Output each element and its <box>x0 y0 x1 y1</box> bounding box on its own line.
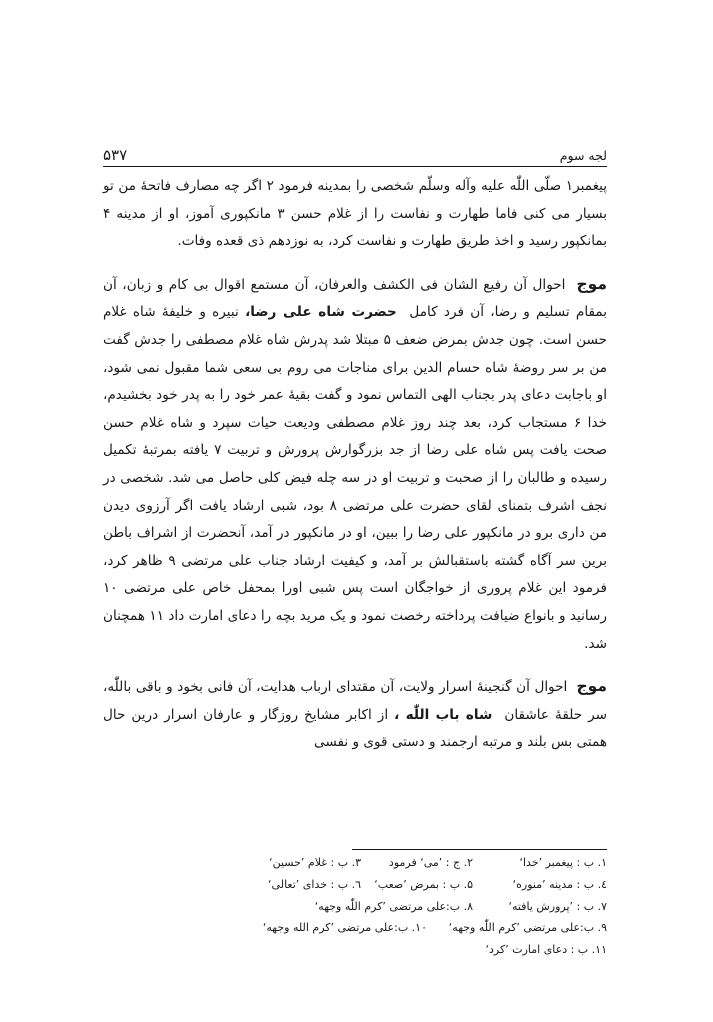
footnote-rule <box>352 849 607 850</box>
footnote-row <box>160 939 607 961</box>
section-heading-mouj: موج <box>576 274 607 293</box>
paragraph-3-text-a: احوال آن گنجینهٔ اسرار ولایت، آن مقتدای ارباب هدایت، آن فانی بخود و باقی باللّٰه، سر حلقهٔ عاشقان <box>103 679 607 723</box>
footnote-9: ۹. ب:علی مرتضی ’کرم اللّٰه وجهه‘ <box>448 921 607 935</box>
name-shah-babullah: شاه باب اللّٰه ، <box>394 706 493 723</box>
paragraph-2 <box>103 271 607 658</box>
footnotes <box>160 852 607 961</box>
footnote-1: ۱. ب : پیغمبر ’خدا‘ <box>519 856 607 869</box>
running-header <box>103 146 607 166</box>
footnote-10: ۱۰. ب:علی مرتضی ’کرم الله وجهه‘ <box>262 921 427 935</box>
section-heading-mouj-2: موج <box>576 677 607 696</box>
footnote-11: ۱۱. ب : دعای امارت ’کرد‘ <box>485 943 607 957</box>
footnote-row <box>160 874 607 896</box>
name-shah-ali-raza: حضرت شاه علی رضا، <box>245 304 397 321</box>
footnote-3: ۳. ب : غلام ’حسین‘ <box>269 856 361 869</box>
page-number: ۵۳۷ <box>103 146 128 164</box>
footnote-row <box>160 852 607 874</box>
footnote-7: ۷. ب : ’پرورش یافته‘ <box>508 899 607 913</box>
footnote-6: ٦. ب : خدای ’تعالی‘ <box>268 877 361 891</box>
paragraph-3-text-b: از اکابر مشایخ روزگار و عارفان اسرار درین حال همتی بس بلند و مرتبه ارجمند و دستی قوی و نفسی <box>103 706 607 751</box>
paragraph-2-text-b: نبیره و خلیفهٔ شاه غلام حسن است. چون جدش بمرض ضعف ۵ مبتلا شد پدرش شاه غلام مصطفی را جدش گفت من بر سر روضهٔ شاه حسام الدین برای مناجات می روم بی سعی شما مقبول نمی شود، او باجابت دعای پدر بجناب الهی التماس نمود و گفت بقیهٔ عمر خود را به پدر خود بخشیدم، خدا ۶ مستجاب کرد، بعد چند روز غلام مصطفی ودیعت حیات سپرد و شاه غلام حسن صحت یافت پس شاه علی رضا از جد بزرگوارش پرورش و تربیت ۷ یافته بمرتبهٔ تکمیل رسیده و طالبان را از صحبت و تربیت او در سه چله فیض کلی حاصل می شد. شخصی در نجف اشرف بتمنای لقای حضرت علی مرتضی ۸ بود، شبی ارشاد یافت اگر آرزوی دیدن من داری برو در مانکپور علی رضا را ببین، او در مانکپور در آمد، آنحضرت از اشراف باطن برین سر آگاه گشته باستقبالش بر آمد، و کیفیت ارشاد جناب علی مرتضی ۹ ظاهر کرد، فرمود این غلام پروری از خواجگان است پس شبی اورا بمحفل خاص علی مرتضی ۱۰ رسانید و بانواع ضیافت پرداخته رخصت نمود و یک مرید بچه را دعای امارت داد ۱۱ همچنان شد. <box>103 304 608 652</box>
main-text <box>103 173 607 757</box>
footnote-4: ٤. ب : مدینه ’منوره‘ <box>512 877 607 891</box>
paragraph-3 <box>103 673 607 757</box>
header-rule <box>103 166 607 167</box>
paragraph-1 <box>103 173 607 256</box>
footnote-5: ۵. ب : بمرض ’صعب‘ <box>374 877 473 891</box>
footnote-row <box>160 896 607 918</box>
footnote-row <box>160 917 607 939</box>
paragraph-1-text: پیغمبر۱ صلّی اللّٰه علیه وآله وسلّم شخصی را بمدینه فرمود ۲ اگر چه مصارف فاتحهٔ من تو بسیار می کنی فاما طهارت و نفاست را از غلام حسن ۳ مانکپوری آموز، او از مدینه ۴ بمانکپور رسید و اخذ طریق طهارت و نفاست کرد، به نوزدهم ذی قعده وفات. <box>103 178 608 250</box>
paragraph-2-text-a: احوال آن رفیع الشان فی الکشف والعرفان، آن مستمع اقوال بی کام و زبان، آن بمقام تسلیم و رضا، آن فرد کامل <box>103 276 607 321</box>
footnote-8: ۸. ب:علی مرتضی ’کرم اللّٰه وجهه‘ <box>314 899 473 913</box>
footnote-2: ۲. ج : ’می‘ فرمود <box>388 856 473 869</box>
chapter-title: لجه سوم <box>559 148 607 163</box>
